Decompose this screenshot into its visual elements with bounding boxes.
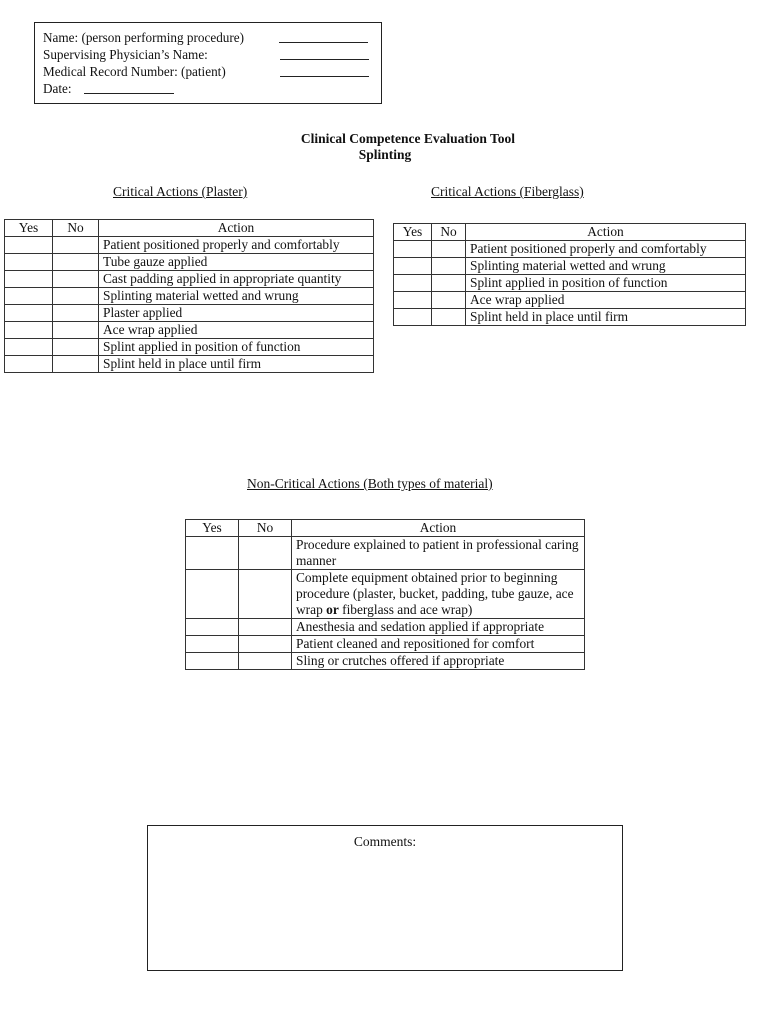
yes-cell[interactable]: [5, 339, 53, 356]
yes-cell[interactable]: [5, 288, 53, 305]
noncritical-heading: Non-Critical Actions (Both types of material): [247, 476, 493, 491]
no-cell[interactable]: [432, 258, 466, 275]
physician-label: Supervising Physician’s Name:: [43, 47, 208, 62]
action-cell: Splinting material wetted and wrung: [99, 288, 374, 305]
no-cell[interactable]: [239, 619, 292, 636]
table-row: [186, 636, 585, 653]
table-row: [394, 258, 746, 275]
yes-cell[interactable]: [5, 271, 53, 288]
table-row: [186, 570, 585, 619]
name-field[interactable]: [279, 42, 368, 43]
yes-cell[interactable]: [394, 258, 432, 275]
action-text-before: Complete equipment obtained prior to beginning procedure (plaster, bucket, padding, tube gauze, ace wrap: [296, 570, 574, 617]
table-row: [394, 241, 746, 258]
action-text-bold: or: [326, 602, 339, 617]
no-cell[interactable]: [53, 322, 99, 339]
table-row: [5, 305, 374, 322]
no-cell[interactable]: [53, 237, 99, 254]
action-cell: Cast padding applied in appropriate quantity: [99, 271, 374, 288]
table-row: [394, 292, 746, 309]
physician-line: [43, 46, 381, 63]
action-header: Action: [99, 220, 374, 237]
table-row: [186, 619, 585, 636]
table-row: [5, 322, 374, 339]
no-cell[interactable]: [432, 241, 466, 258]
date-field[interactable]: [84, 93, 174, 94]
action-cell: Anesthesia and sedation applied if appropriate: [292, 619, 585, 636]
action-cell: Splint held in place until firm: [99, 356, 374, 373]
action-cell: Splint applied in position of function: [466, 275, 746, 292]
yes-cell[interactable]: [5, 254, 53, 271]
table-row: [5, 237, 374, 254]
table-row: [5, 288, 374, 305]
table-header-row: [5, 220, 374, 237]
table-row: [394, 309, 746, 326]
action-cell: Tube gauze applied: [99, 254, 374, 271]
yes-header: Yes: [394, 224, 432, 241]
table-row: [5, 254, 374, 271]
name-line: [43, 29, 381, 46]
action-cell: [292, 570, 585, 619]
page-title: [0, 131, 770, 163]
record-line: [43, 63, 381, 80]
action-cell: Patient positioned properly and comfortably: [99, 237, 374, 254]
no-cell[interactable]: [53, 305, 99, 322]
no-cell[interactable]: [53, 254, 99, 271]
table-row: [186, 653, 585, 670]
no-header: No: [432, 224, 466, 241]
yes-cell[interactable]: [5, 237, 53, 254]
yes-cell[interactable]: [186, 636, 239, 653]
action-cell: Splint applied in position of function: [99, 339, 374, 356]
action-cell: Ace wrap applied: [99, 322, 374, 339]
action-cell: Splint held in place until firm: [466, 309, 746, 326]
fiberglass-table: [393, 223, 746, 326]
no-cell[interactable]: [53, 271, 99, 288]
yes-cell[interactable]: [394, 292, 432, 309]
action-text-after: fiberglass and ace wrap): [338, 602, 473, 617]
name-label: Name: (person performing procedure): [43, 30, 245, 45]
yes-cell[interactable]: [5, 322, 53, 339]
table-header-row: [394, 224, 746, 241]
comments-box[interactable]: [147, 825, 623, 971]
action-cell: Splinting material wetted and wrung: [466, 258, 746, 275]
no-cell[interactable]: [432, 275, 466, 292]
action-cell: Ace wrap applied: [466, 292, 746, 309]
yes-cell[interactable]: [5, 305, 53, 322]
yes-cell[interactable]: [186, 570, 239, 619]
yes-cell[interactable]: [5, 356, 53, 373]
no-cell[interactable]: [53, 339, 99, 356]
action-cell: Plaster applied: [99, 305, 374, 322]
action-cell: Procedure explained to patient in professional caring manner: [292, 537, 585, 570]
physician-field[interactable]: [280, 59, 369, 60]
comments-label: Comments:: [353, 834, 417, 849]
no-cell[interactable]: [239, 653, 292, 670]
yes-cell[interactable]: [394, 275, 432, 292]
fiberglass-heading: Critical Actions (Fiberglass): [431, 184, 584, 199]
table-row: [5, 271, 374, 288]
no-cell[interactable]: [432, 309, 466, 326]
table-header-row: [186, 520, 585, 537]
action-header: Action: [466, 224, 746, 241]
noncritical-table: [185, 519, 585, 670]
title-line-2: Splinting: [358, 147, 412, 162]
table-row: [394, 275, 746, 292]
yes-cell[interactable]: [186, 537, 239, 570]
table-row: [5, 356, 374, 373]
no-cell[interactable]: [239, 570, 292, 619]
no-header: No: [239, 520, 292, 537]
info-box: [34, 22, 382, 104]
table-row: [5, 339, 374, 356]
yes-cell[interactable]: [394, 309, 432, 326]
no-header: No: [53, 220, 99, 237]
record-label: Medical Record Number: (patient): [43, 64, 226, 79]
yes-cell[interactable]: [186, 653, 239, 670]
yes-header: Yes: [186, 520, 239, 537]
no-cell[interactable]: [53, 288, 99, 305]
yes-header: Yes: [5, 220, 53, 237]
action-header: Action: [292, 520, 585, 537]
no-cell[interactable]: [239, 537, 292, 570]
yes-cell[interactable]: [394, 241, 432, 258]
action-cell: Patient cleaned and repositioned for comfort: [292, 636, 585, 653]
record-field[interactable]: [280, 76, 369, 77]
table-row: [186, 537, 585, 570]
date-line: [43, 80, 381, 97]
no-cell[interactable]: [432, 292, 466, 309]
no-cell[interactable]: [53, 356, 99, 373]
action-cell: Patient positioned properly and comfortably: [466, 241, 746, 258]
no-cell[interactable]: [239, 636, 292, 653]
title-line-1: Clinical Competence Evaluation Tool: [300, 131, 516, 146]
yes-cell[interactable]: [186, 619, 239, 636]
date-label: Date:: [43, 81, 72, 96]
plaster-table: [4, 219, 374, 373]
action-cell: Sling or crutches offered if appropriate: [292, 653, 585, 670]
plaster-heading: Critical Actions (Plaster): [113, 184, 248, 199]
